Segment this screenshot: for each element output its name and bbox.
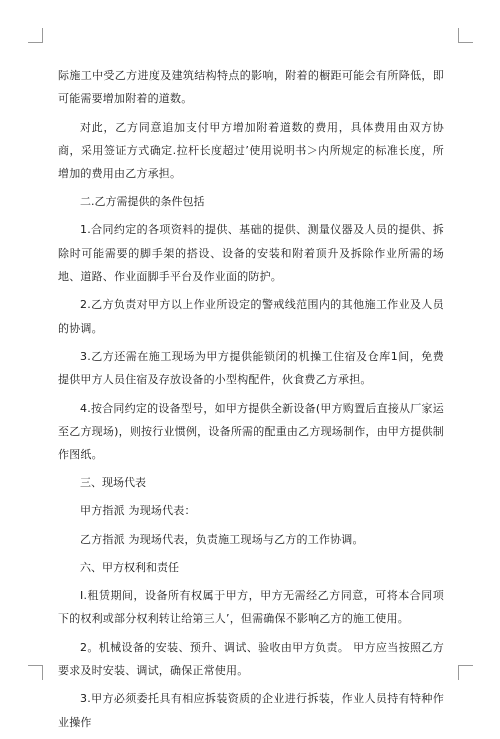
paragraph-rights-3: 3.甲方必须委托具有相应拆装资质的企业进行拆装，作业人员持有特种作业操作 [58,692,444,729]
document-body [58,64,444,739]
section-heading-site-representative: 三、现场代表 [80,476,146,490]
paragraph-rights-2: 2。机械设备的安装、预升、调试、验收由甲方负责。 甲方应当按照乙方要求及时安装、调试，确保正常使用。 [58,640,444,677]
section-heading-party-b-conditions: 二.乙方需提供的条件包括 [80,195,205,209]
paragraph-item-3: 3.乙方还需在施工现场为甲方提供能锁闭的机操工住宿及仓库1间，免费提供甲方人员住宿及存放设备的小型构配件，伙食费乙方承担。 [58,349,444,387]
paragraph-item-2: 2.乙方负责对甲方以上作业所设定的警戒线范围内的其他施工作业及人员的协调。 [58,298,444,335]
paragraph-rights-1: I.租赁期间，设备所有权属于甲方，甲方无需经乙方同意，可将本合同项下的权利或部分权利转让给第三人’，但需确保不影响乙方的施工使用。 [58,589,444,626]
paragraph-item-4: 4.按合同约定的设备型号，如甲方提供全新设备(甲方购置后直接从厂家运至乙方现场)，则按行业惯例，设备所需的配重由乙方现场制作，由甲方提供制作图纸。 [58,401,444,462]
section-heading-party-a-rights: 六、甲方权利和责任 [80,561,179,575]
crop-mark-bottom-right [458,665,473,680]
crop-mark-bottom-left [28,665,43,680]
crop-mark-top-right [458,28,473,43]
paragraph-party-a-rep: 甲方指派 为现场代表： [80,504,196,518]
paragraph-party-b-rep: 乙方指派 为现场代表，负责施工现场与乙方的工作协调。 [80,532,364,546]
paragraph-item-1: 1.合同约定的各项资料的提供、基础的提供、测量仪器及人员的提供、拆除时可能需要的脚手架的搭设、设备的安装和附着顶升及拆除作业所需的场地、道路、作业面脚手平台及作业面的防护。 [58,223,444,284]
paragraph-extra-cost: 对此，乙方同意追加支付甲方增加附着道数的费用，具体费用由双方协商，采用签证方式确定.拉杆长度超过’使用说明书＞内所规定的标准长度，所增加的费用由乙方承担。 [58,120,444,181]
crop-mark-top-left [28,28,43,43]
paragraph-continuation: 际施工中受乙方进度及建筑结构特点的影响，附着的橱距可能会有所降低，即可能需要增加附着的道数。 [58,69,444,106]
